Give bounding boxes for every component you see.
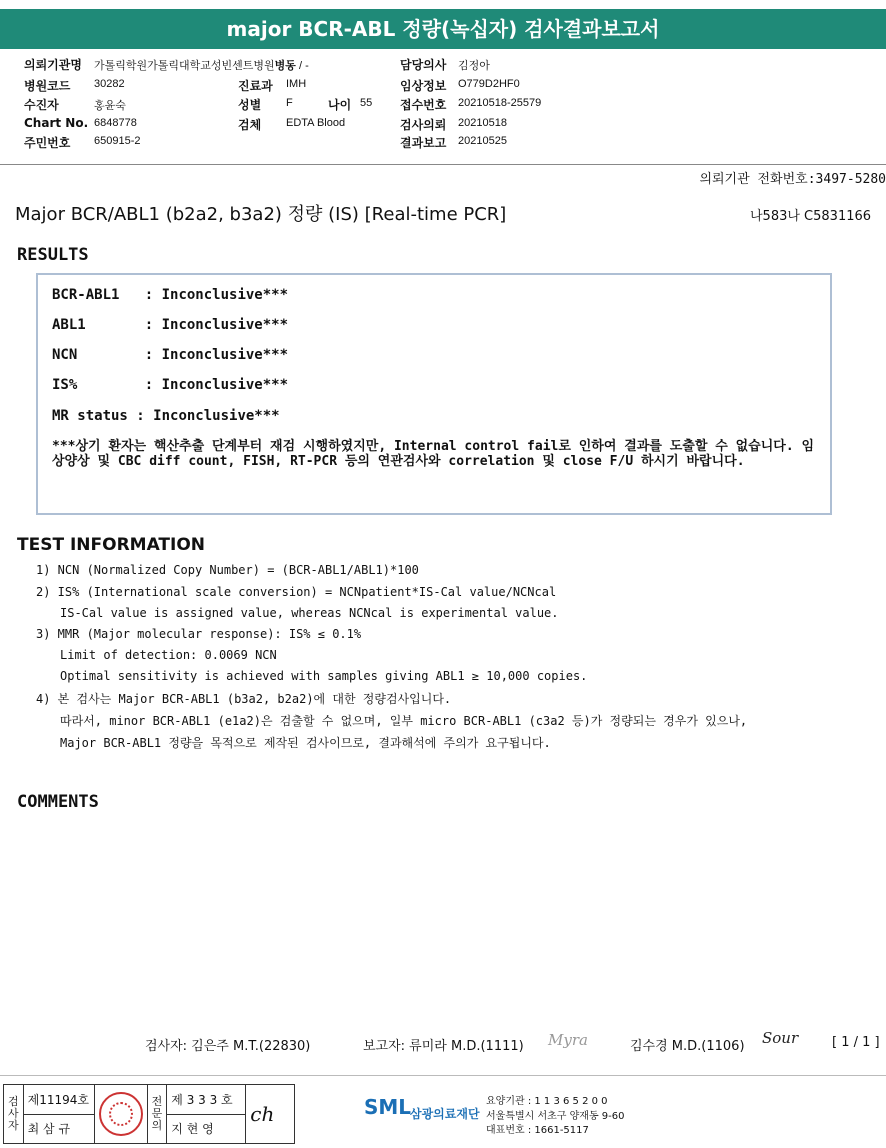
info-line: IS-Cal value is assigned value, whereas NCNcal is experimental value. xyxy=(60,606,559,620)
sml-logo-icon: SML xyxy=(364,1095,412,1119)
report-title: major BCR-ABL 정량(녹십자) 검사결과보고서 xyxy=(0,9,886,49)
report-date-label: 결과보고 xyxy=(400,136,447,150)
exam-label: 검사자 xyxy=(4,1085,24,1144)
results-heading: RESULTS xyxy=(17,245,89,265)
specimen-value: EDTA Blood xyxy=(286,117,346,129)
footer xyxy=(0,1075,886,1148)
hospital-code-value: 30282 xyxy=(94,78,125,90)
institution-value: 가톨릭학원가톨릭대학교성빈센트병원병동 / - xyxy=(94,60,309,72)
comments-heading: COMMENTS xyxy=(17,792,99,812)
test-title: Major BCR/ABL1 (b2a2, b3a2) 정량 (IS) [Real-time PCR] xyxy=(15,204,507,225)
org-name: 삼광의료재단 xyxy=(410,1107,480,1121)
info-line: Limit of detection: 0.0069 NCN xyxy=(60,648,277,662)
license-table xyxy=(3,1084,295,1144)
seal-stamp-icon xyxy=(99,1092,143,1136)
result-row-abl1: ABL1 : Inconclusive*** xyxy=(52,317,289,333)
patient-value: 홍윤숙 xyxy=(94,100,126,112)
examiner-signoff: 검사자: 김은주 M.T.(22830) xyxy=(145,1039,311,1054)
org-code: 요양기관 : 1 1 3 6 5 2 0 0 xyxy=(486,1096,608,1107)
page-indicator: [ 1 / 1 ] xyxy=(832,1035,880,1050)
name2: 지 현 영 xyxy=(167,1114,246,1144)
org-address: 서울특별시 서초구 양재동 9-60 xyxy=(486,1111,625,1122)
resident-value: 650915-2 xyxy=(94,135,141,147)
report-date-value: 20210525 xyxy=(458,135,507,147)
test-info-heading: TEST INFORMATION xyxy=(17,535,206,555)
dept-value: IMH xyxy=(286,78,307,90)
sex-label: 성별 xyxy=(238,98,262,112)
hospital-code-label: 병원코드 xyxy=(24,79,71,93)
license1: 제11194호 xyxy=(23,1085,94,1115)
patient-label: 수진자 xyxy=(24,98,59,112)
license2: 제 3 3 3 호 xyxy=(167,1085,246,1115)
info-line: 따라서, minor BCR-ABL1 (e1a2)은 검출할 수 없으며, 일부 micro BCR-ABL1 (c3a2 등)가 정량되는 경우가 있으나, xyxy=(60,714,748,728)
receipt-value: 20210518-25579 xyxy=(458,97,542,109)
chart-value: 6848778 xyxy=(94,117,137,129)
clinical-value: O779D2HF0 xyxy=(458,78,520,90)
org-tel: 대표번호 : 1661-5117 xyxy=(486,1125,589,1136)
sex-value: F xyxy=(286,97,293,109)
clinical-label: 임상정보 xyxy=(400,79,447,93)
reporter-signoff: 보고자: 류미라 M.D.(1111) xyxy=(363,1039,524,1054)
request-value: 20210518 xyxy=(458,117,507,129)
institution-label: 의뢰기관명 xyxy=(24,58,82,72)
reporter-signature: Myra xyxy=(548,1031,588,1049)
receipt-label: 접수번호 xyxy=(400,98,447,112)
age-label: 나이 xyxy=(328,98,352,112)
dept-label: 진료과 xyxy=(238,79,273,93)
signature-icon: ch xyxy=(246,1085,295,1144)
spec-label: 전문의 xyxy=(147,1085,167,1144)
reporter2-signoff: 김수경 M.D.(1106) xyxy=(630,1039,745,1054)
info-line: 3) MMR (Major molecular response): IS% ≤ 0.1% xyxy=(36,627,362,641)
results-box xyxy=(36,273,832,515)
report-sheet xyxy=(0,165,886,1070)
result-row-bcr-abl1: BCR-ABL1 : Inconclusive*** xyxy=(52,287,289,303)
info-line: Optimal sensitivity is achieved with samples giving ABL1 ≥ 10,000 copies. xyxy=(60,669,588,683)
reporter2-signature: Sour xyxy=(762,1029,799,1047)
info-line: 1) NCN (Normalized Copy Number) = (BCR-ABL1/ABL1)*100 xyxy=(36,563,419,577)
info-line: 2) IS% (International scale conversion) = NCNpatient*IS-Cal value/NCNcal xyxy=(36,585,557,599)
info-line: Major BCR-ABL1 정량을 목적으로 제작된 검사이므로, 결과해석에 주의가 요구됩니다. xyxy=(60,736,551,750)
age-value: 55 xyxy=(360,97,373,109)
results-note: ***상기 환자는 핵산추출 단계부터 재검 시행하였지만, Internal control fail로 인하여 결과를 도출할 수 없습니다. 임상양상 및 CBC diff count, FISH, RT-PCR 등의 연관검사와 correlation 및 close F/U 하시기 바랍니다. xyxy=(52,439,815,469)
specimen-label: 검체 xyxy=(238,118,262,132)
institution-phone: 의뢰기관 전화번호:3497-5280 xyxy=(699,172,886,187)
request-label: 검사의뢰 xyxy=(400,118,447,132)
name1: 최 삼 규 xyxy=(23,1114,94,1144)
patient-header xyxy=(0,50,886,165)
chart-label: Chart No. xyxy=(24,116,89,130)
doctor-value: 김정아 xyxy=(458,60,490,72)
result-row-ncn: NCN : Inconclusive*** xyxy=(52,347,289,363)
info-line: 4) 본 검사는 Major BCR-ABL1 (b3a2, b2a2)에 대한 정량검사입니다. xyxy=(36,692,452,706)
doctor-label: 담당의사 xyxy=(400,58,447,72)
result-row-mr-status: MR status : Inconclusive*** xyxy=(52,408,280,424)
resident-label: 주민번호 xyxy=(24,136,71,150)
test-codes: 나583나 C5831166 xyxy=(750,209,872,224)
result-row-is-percent: IS% : Inconclusive*** xyxy=(52,377,289,393)
